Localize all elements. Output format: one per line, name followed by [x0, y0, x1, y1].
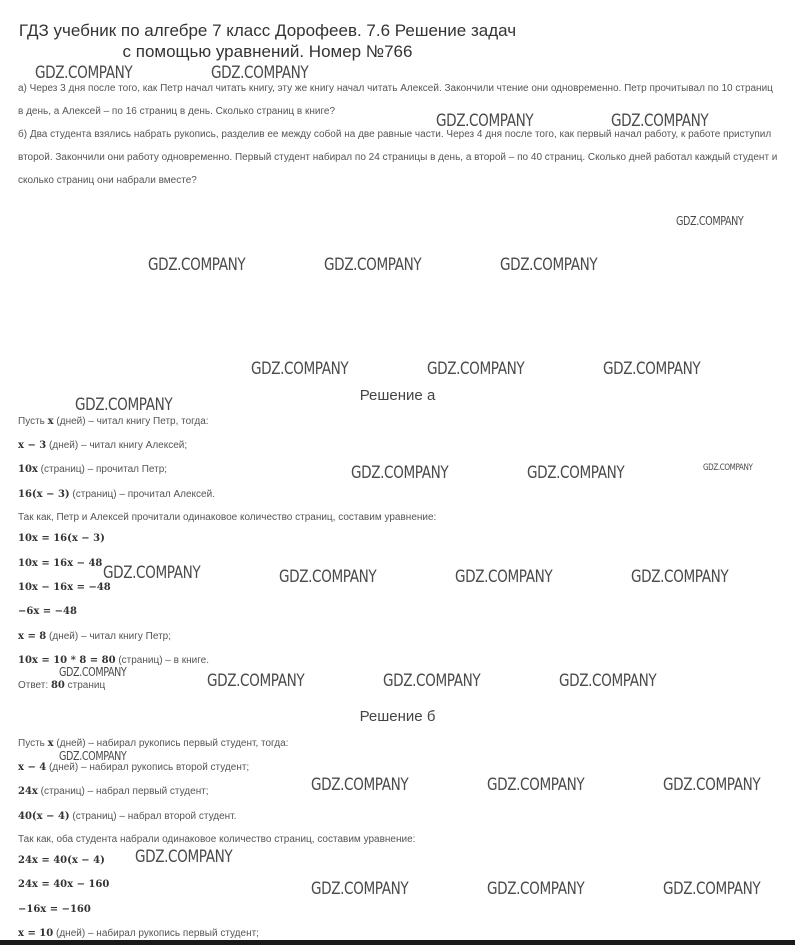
- math: 24x: [18, 786, 38, 797]
- watermark: GDZ.COMPANY: [500, 255, 598, 275]
- text: (дней) – читал книгу Алексей;: [46, 440, 188, 451]
- math: 16(x − 3): [18, 489, 70, 500]
- equation: 10x = 16x − 48: [18, 558, 103, 569]
- solution-b-line: [18, 762, 249, 773]
- solution-b-line: Так как, оба студента набрали одинаковое количество страниц, составим уравнение:: [18, 834, 416, 845]
- solution-a-line: [18, 464, 167, 475]
- equation: −6x = −48: [18, 606, 77, 617]
- watermark: GDZ.COMPANY: [59, 665, 127, 679]
- text: (страниц) – в книге.: [115, 655, 209, 666]
- page-title: [0, 20, 535, 62]
- text: (страниц) – прочитал Алексей.: [69, 489, 215, 500]
- text: (дней) – читал книгу Петр, тогда:: [53, 416, 209, 427]
- math: x − 3: [18, 440, 47, 451]
- watermark: GDZ.COMPANY: [487, 775, 585, 795]
- math: x = 8: [18, 631, 47, 642]
- watermark: GDZ.COMPANY: [611, 111, 709, 131]
- text: (дней) – читал книгу Петр;: [46, 631, 172, 642]
- watermark: GDZ.COMPANY: [703, 463, 753, 473]
- solution-b-line: [18, 738, 288, 749]
- solution-a-line: [18, 489, 215, 500]
- watermark: GDZ.COMPANY: [311, 775, 409, 795]
- watermark: GDZ.COMPANY: [103, 563, 201, 583]
- watermark: GDZ.COMPANY: [75, 395, 173, 415]
- equation: 10x = 16(x − 3): [18, 533, 105, 544]
- bottom-bar: [0, 940, 795, 945]
- watermark: GDZ.COMPANY: [59, 749, 127, 763]
- text: (страниц) – набрал второй студент.: [69, 811, 237, 822]
- solution-a-line: Так как, Петр и Алексей прочитали одинаковое количество страниц, составим уравнение:: [18, 512, 437, 523]
- math: 10x: [18, 464, 38, 475]
- text: (страниц) – прочитал Петр;: [37, 464, 168, 475]
- solution-b-line: [18, 811, 236, 822]
- text: (дней) – набирал рукопись первый студент;: [53, 928, 259, 939]
- solution-a-heading: Решение а: [359, 387, 436, 404]
- watermark: GDZ.COMPANY: [436, 111, 534, 131]
- watermark: GDZ.COMPANY: [148, 255, 246, 275]
- solution-a-line: [18, 416, 209, 427]
- solution-a-line: [18, 631, 171, 642]
- watermark: GDZ.COMPANY: [135, 847, 233, 867]
- watermark: GDZ.COMPANY: [676, 214, 744, 228]
- watermark: GDZ.COMPANY: [251, 359, 349, 379]
- watermark: GDZ.COMPANY: [527, 463, 625, 483]
- math: 80: [50, 680, 65, 691]
- math: x − 4: [18, 762, 47, 773]
- text: (страниц) – набрал первый студент;: [37, 786, 209, 797]
- math: x: [47, 416, 54, 427]
- page-title-line2: с помощью уравнений. Номер №766: [122, 42, 413, 61]
- text: Пусть: [18, 738, 48, 749]
- solution-b-heading: Решение б: [359, 708, 436, 725]
- watermark: GDZ.COMPANY: [324, 255, 422, 275]
- text: Пусть: [18, 416, 48, 427]
- watermark: GDZ.COMPANY: [631, 567, 729, 587]
- equation: −16x = −160: [18, 904, 91, 915]
- answer-a: [18, 680, 105, 691]
- page-title-line1: ГДЗ учебник по алгебре 7 класс Дорофеев. 7.6 Решение задач: [18, 21, 517, 40]
- watermark: GDZ.COMPANY: [427, 359, 525, 379]
- solution-a-line: [18, 440, 187, 451]
- text: (дней) – набирал рукопись второй студент;: [46, 762, 250, 773]
- watermark: GDZ.COMPANY: [383, 671, 481, 691]
- watermark: GDZ.COMPANY: [311, 879, 409, 899]
- watermark: GDZ.COMPANY: [663, 879, 761, 899]
- watermark: GDZ.COMPANY: [211, 63, 309, 83]
- math: 10x = 10 * 8 = 80: [18, 655, 116, 666]
- text: Ответ:: [18, 680, 51, 691]
- watermark: GDZ.COMPANY: [35, 63, 133, 83]
- solution-b-line: [18, 928, 259, 939]
- watermark: GDZ.COMPANY: [663, 775, 761, 795]
- math: 40(x − 4): [18, 811, 70, 822]
- watermark: GDZ.COMPANY: [603, 359, 701, 379]
- equation: 24x = 40(x − 4): [18, 855, 105, 866]
- math: x = 10: [18, 928, 54, 939]
- equation: 10x − 16x = −48: [18, 582, 111, 593]
- watermark: GDZ.COMPANY: [351, 463, 449, 483]
- text: страниц: [64, 680, 106, 691]
- equation: 24x = 40x − 160: [18, 879, 110, 890]
- problem-a-text: а) Через 3 дня после того, как Петр начал читать книгу, эту же книгу начал читать Алексей. Закончили чтение они одновременно. Петр прочитывал по 10 страниц в день, а Алексей – по 16 страниц в день. Сколько страниц в книге?: [18, 83, 773, 117]
- solution-b-line: [18, 786, 209, 797]
- math: x: [47, 738, 54, 749]
- watermark: GDZ.COMPANY: [279, 567, 377, 587]
- watermark: GDZ.COMPANY: [455, 567, 553, 587]
- watermark: GDZ.COMPANY: [559, 671, 657, 691]
- problem-b-text: б) Два студента взялись набрать рукопись, разделив ее между собой на две равные части. Через 4 дня после того, как первый начал работу, к работе приступил второй. Закончили они работу одновременно. Первый студент набирал по 24 страницы в день, а второй – по 40 страниц. Сколько дней работал каждый студент и сколько страниц они набрали вместе?: [18, 129, 778, 186]
- watermark: GDZ.COMPANY: [207, 671, 305, 691]
- text: (дней) – набирал рукопись первый студент, тогда:: [53, 738, 289, 749]
- watermark: GDZ.COMPANY: [487, 879, 585, 899]
